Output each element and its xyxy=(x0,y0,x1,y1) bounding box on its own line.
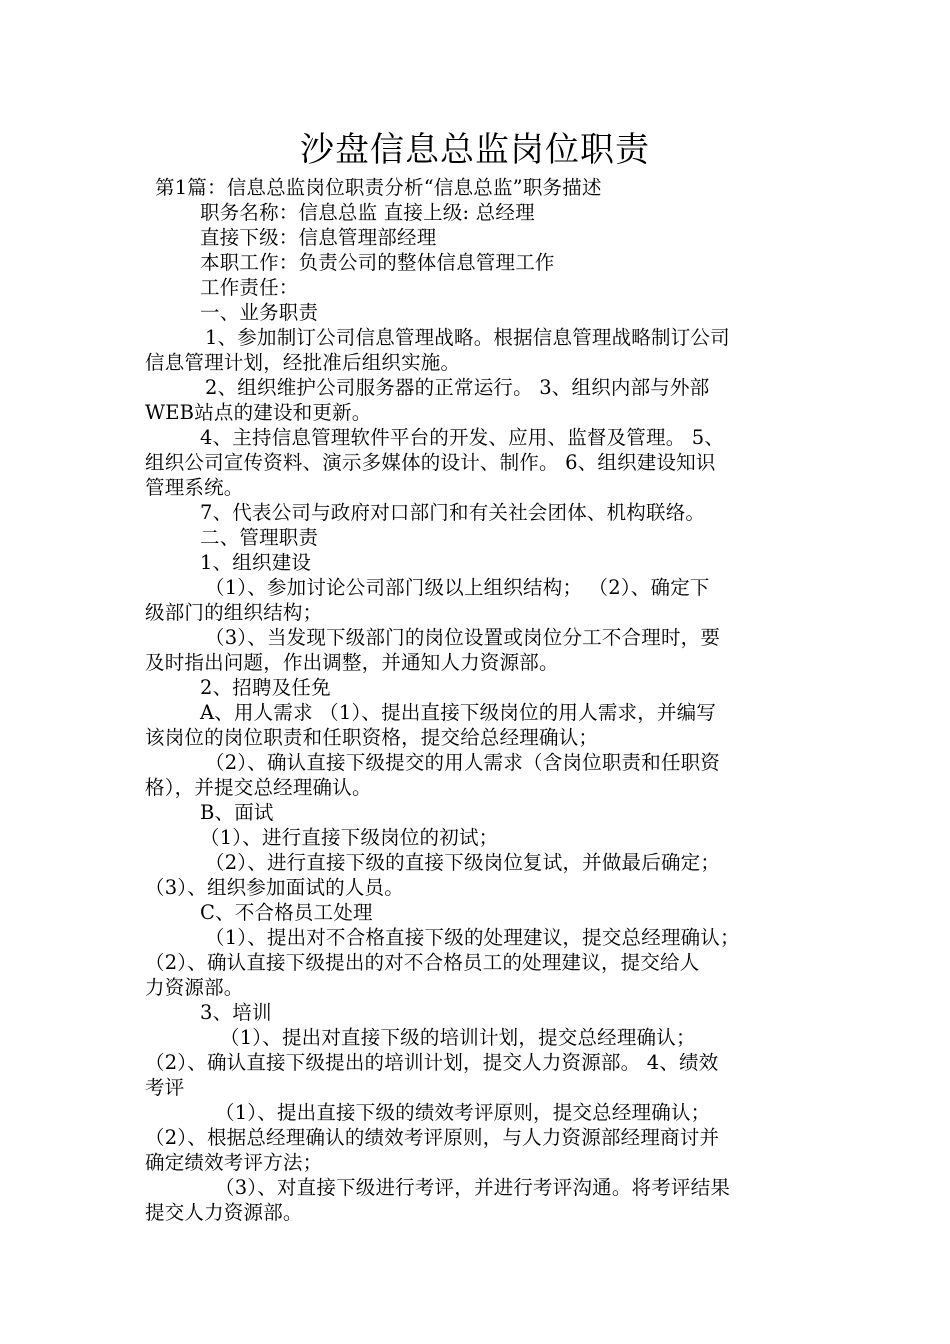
text-line: （3）、组织参加面试的人员。 xyxy=(145,876,404,899)
text-line: 提交人力资源部。 xyxy=(145,1201,303,1224)
text-line: C、不合格员工处理 xyxy=(200,901,373,924)
text-line: （2）、确认直接下级提出的对不合格员工的处理建议，提交给人 xyxy=(145,951,700,974)
text-line: （1）、提出直接下级的绩效考评原则，提交总经理确认； xyxy=(215,1101,711,1124)
text-line: 一、业务职责 xyxy=(200,301,319,324)
text-line: （3）、当发现下级部门的岗位设置或岗位分工不合理时，要 xyxy=(205,626,721,649)
text-line: （3）、对直接下级进行考评，并进行考评沟通。将考评结果 xyxy=(215,1176,731,1199)
text-line: （2）、确认直接下级提出的培训计划，提交人力资源部。 4、绩效 xyxy=(145,1051,719,1074)
text-line: 职务名称：信息总监 直接上级: 总经理 xyxy=(200,201,535,224)
text-line: 力资源部。 xyxy=(145,976,244,999)
text-line: 组织公司宣传资料、演示多媒体的设计、制作。 6、组织建设知识 xyxy=(145,451,716,474)
text-line: 确定绩效考评方法； xyxy=(145,1151,323,1174)
text-line: 考评 xyxy=(145,1076,185,1099)
text-line: 7、代表公司与政府对口部门和有关社会团体、机构联络。 xyxy=(200,501,706,524)
text-line: 3、培训 xyxy=(200,1001,272,1024)
text-line: 工作责任： xyxy=(200,276,299,299)
text-line: 1、组织建设 xyxy=(200,551,312,574)
text-line: （1）、提出对直接下级的培训计划，提交总经理确认； xyxy=(220,1026,696,1049)
text-line: 格），并提交总经理确认。 xyxy=(145,776,372,799)
text-line: 该岗位的岗位职责和任职资格，提交给总经理确认； xyxy=(145,726,599,749)
text-line: （2）、根据总经理确认的绩效考评原则，与人力资源部经理商讨并 xyxy=(145,1126,720,1149)
text-line: 2、组织维护公司服务器的正常运行。 3、组织内部与外部 xyxy=(205,376,710,399)
text-line: 第1篇：信息总监岗位职责分析“信息总监”职务描述 xyxy=(155,176,602,199)
text-line: 直接下级：信息管理部经理 xyxy=(200,226,437,249)
text-line: 本职工作：负责公司的整体信息管理工作 xyxy=(200,251,555,274)
text-line: 级部门的组织结构； xyxy=(145,601,323,624)
text-line: 4、主持信息管理软件平台的开发、应用、监督及管理。 5、 xyxy=(200,426,725,449)
text-line: WEB站点的建设和更新。 xyxy=(145,401,372,424)
text-line: A、用人需求 （1）、提出直接下级岗位的用人需求，并编写 xyxy=(200,701,717,724)
text-line: 及时指出问题，作出调整，并通知人力资源部。 xyxy=(145,651,559,674)
text-line: 信息管理计划，经批准后组织实施。 xyxy=(145,351,461,374)
text-line: 1、参加制订公司信息管理战略。根据信息管理战略制订公司 xyxy=(205,326,730,349)
text-line: （1）、提出对不合格直接下级的处理建议，提交总经理确认； xyxy=(205,926,740,949)
document-title: 沙盘信息总监岗位职责 xyxy=(300,130,650,170)
text-line: 2、招聘及任免 xyxy=(200,676,331,699)
text-line: （1）、进行直接下级岗位的初试； xyxy=(200,826,499,849)
text-line: B、面试 xyxy=(200,801,274,824)
text-line: （1）、参加讨论公司部门级以上组织结构； （2）、确定下 xyxy=(205,576,710,599)
text-line: 二、管理职责 xyxy=(200,526,319,549)
text-line: 管理系统。 xyxy=(145,476,244,499)
text-line: （2）、进行直接下级的直接下级岗位复试，并做最后确定； xyxy=(205,851,721,874)
text-line: （2）、确认直接下级提交的用人需求（含岗位职责和任职资 xyxy=(205,751,721,774)
